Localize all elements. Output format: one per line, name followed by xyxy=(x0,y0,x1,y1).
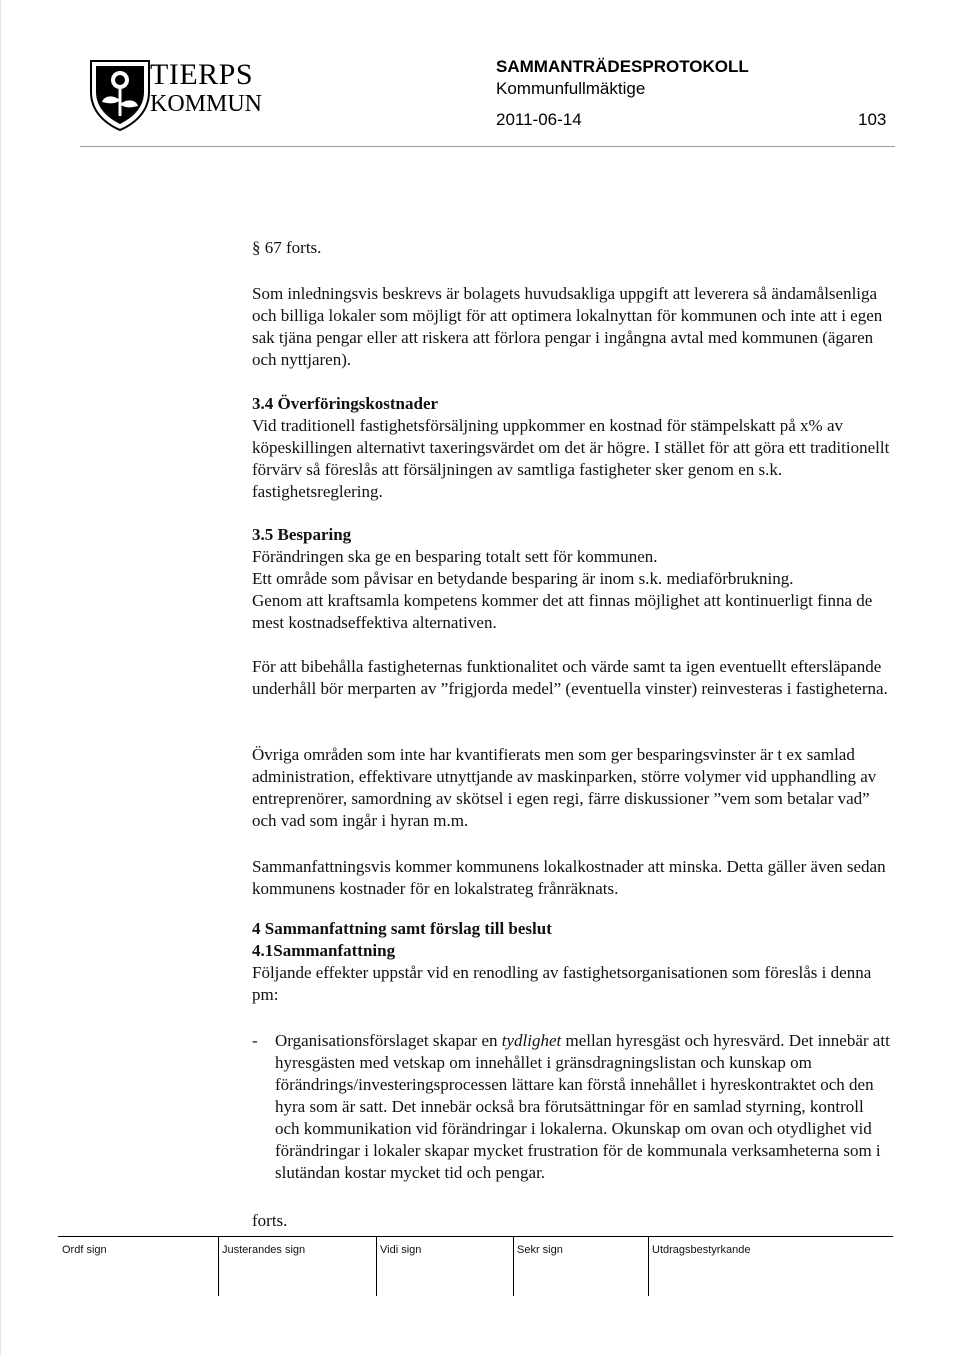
logo-wordmark xyxy=(150,60,262,116)
section-3-5-line-1: Förändringen ska ge en besparing totalt sett för kommunen. xyxy=(252,547,658,566)
continued-marker: forts. xyxy=(252,1211,288,1230)
bullet-emphasis: tydlighet xyxy=(501,1031,562,1050)
signature-label-sekr: Sekr sign xyxy=(517,1244,563,1256)
meeting-body: Kommunfullmäktige xyxy=(496,79,646,98)
signature-label-justerandes: Justerandes sign xyxy=(222,1244,306,1256)
bullet-dash: - xyxy=(252,1031,258,1050)
section-3-5 xyxy=(252,524,892,634)
bullet-item xyxy=(252,1030,892,1184)
signature-cell-sekr xyxy=(513,1236,648,1296)
cell-divider xyxy=(648,1236,649,1296)
bullet-text-rest: mellan hyresgäst och hyresvärd. Det innebär att hyresgästen med vetskap om innehållet i gränsdragningslistan och kunskap om förändrings/investeringsprocessen lättare kan förstå innehållet i hyreskontraktet och den hyra som är satt. Det innebär också bra förutsättningar för en samlad styrning, kontroll och kommunikation vid förändringar i lokalerna. Okunskap om ovan och otydlighet vid förändringar i lokaler skapar mycket frustration för de kommunala verksamheterna som i slutändan kostar mycket tid och pengar. xyxy=(275,1031,890,1182)
intro-paragraph xyxy=(252,283,892,371)
cell-divider xyxy=(513,1236,514,1296)
paragraph-bibehalla xyxy=(252,656,892,700)
intro-text: Som inledningsvis beskrevs är bolagets huvudsakliga uppgift att leverera så ändamålsenliga och billiga lokaler som möjligt för att optimera lokalnyttan för kommunen och inte att i egen sak tjäna pengar eller att riskera att förlora pengar i ingångna avtal med kommunen (ägaren och nyttjaren). xyxy=(252,284,883,369)
cell-divider xyxy=(218,1236,219,1296)
document-type: SAMMANTRÄDESPROTOKOLL xyxy=(496,57,749,76)
paragraph-sammanfattningsvis-text: Sammanfattningsvis kommer kommunens lokalkostnader att minska. Detta gäller även sedan kommunens kostnader för en lokalstrateg frånräknats. xyxy=(252,857,886,898)
bullet-text-start: Organisationsförslaget skapar en xyxy=(275,1031,502,1050)
scan-edge xyxy=(0,0,1,1355)
signature-cell-justerandes xyxy=(218,1236,376,1296)
paragraph-ovriga-text: Övriga områden som inte har kvantifierats men som ger besparingsvinster är t ex samlad administration, effektivare utnyttjande av maskinparken, större volymer vid upphandling av entreprenörer, samordning av skötsel i egen regi, färre diskussioner ”vem som betalar vad” och vad som ingår i hyran m.m. xyxy=(252,745,877,830)
section-reference: § 67 forts. xyxy=(252,238,322,257)
bullet-text xyxy=(275,1030,892,1184)
logo-line-tierps: TIERPS xyxy=(150,58,254,91)
section-4-heading: 4 Sammanfattning samt förslag till beslut xyxy=(252,919,552,938)
header-divider xyxy=(80,146,895,147)
section-3-5-line-3: Genom att kraftsamla kompetens kommer det att finnas möjlighet att kontinuerligt finna de mest kostnadseffektiva alternativen. xyxy=(252,591,873,632)
section-4-1-heading: 4.1Sammanfattning xyxy=(252,941,396,960)
meeting-date: 2011-06-14 xyxy=(496,110,582,129)
signature-label-utdrag: Utdragsbestyrkande xyxy=(652,1244,751,1256)
signature-cell-utdrag xyxy=(648,1236,893,1296)
section-3-5-heading: 3.5 Besparing xyxy=(252,525,352,544)
section-3-4-heading: 3.4 Överföringskostnader xyxy=(252,394,439,413)
section-4-1-text: Följande effekter uppstår vid en renodling av fastighetsorganisationen som föreslås i denna pm: xyxy=(252,963,872,1004)
paragraph-sammanfattningsvis xyxy=(252,856,892,900)
cell-divider xyxy=(376,1236,377,1296)
signature-label-vidi: Vidi sign xyxy=(380,1244,422,1256)
section-3-4 xyxy=(252,393,892,503)
signature-cell-ordf xyxy=(58,1236,218,1296)
signature-footer xyxy=(58,1236,893,1300)
paragraph-bibehalla-text: För att bibehålla fastigheternas funktionalitet och värde samt ta igen eventuellt eftersläpande underhåll bör merparten av ”frigjorda medel” (eventuella vinster) reinvesteras i fastigheterna. xyxy=(252,657,888,698)
section-4 xyxy=(252,918,892,1006)
page-number: 103 xyxy=(858,110,887,129)
paragraph-ovriga xyxy=(252,744,892,832)
section-3-4-text: Vid traditionell fastighetsförsäljning uppkommer en kostnad för stämpelskatt på x% av köpeskillingen alternativt taxeringsvärdet om det är högre. I stället för att göra ett traditionellt förvärv så föreslås att försäljningen av samtliga fastigheter sker genom en s.k. fastighetsreglering. xyxy=(252,416,890,501)
signature-label-ordf: Ordf sign xyxy=(62,1244,107,1256)
logo-line-kommun: KOMMUN xyxy=(150,91,263,117)
section-3-5-line-2: Ett område som påvisar en betydande besparing är inom s.k. mediaförbrukning. xyxy=(252,569,794,588)
signature-cell-vidi xyxy=(376,1236,513,1296)
tierps-kommun-logo-emblem xyxy=(88,58,152,132)
